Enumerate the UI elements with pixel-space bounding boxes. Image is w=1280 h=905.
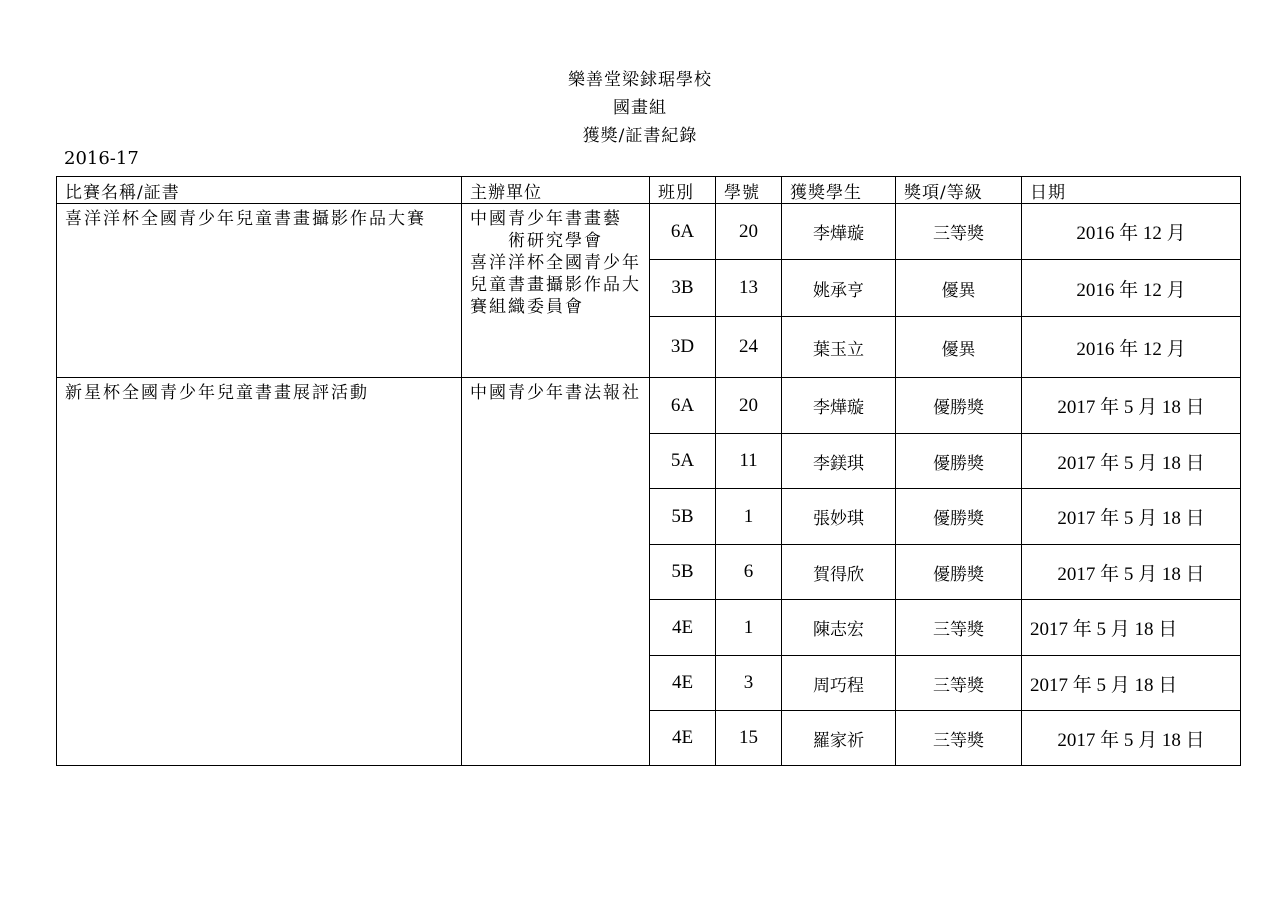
class-cell: 4E [650,656,716,711]
student-name-cell: 李燁璇 [782,378,896,434]
organizer [462,204,650,378]
award-cell: 三等獎 [896,600,1022,656]
document-header [0,66,1280,150]
class-cell: 5B [650,489,716,545]
date-cell: 2016 年 12 月 [1022,317,1241,378]
class-cell: 3D [650,317,716,378]
organizer-line: 喜洋洋杯全國青少年兒童書畫攝影作品大賽組織委員會 [470,253,641,317]
school-name: 樂善堂梁銶琚學校 [568,70,712,90]
student-name-cell: 張妙琪 [782,489,896,545]
class-cell: 5B [650,545,716,600]
student-no-cell: 15 [716,711,782,766]
date-cell: 2016 年 12 月 [1022,204,1241,260]
date-cell: 2017 年 5 月 18 日 [1022,489,1241,545]
award-cell: 三等獎 [896,656,1022,711]
table-header-row [57,177,1241,204]
award-cell: 三等獎 [896,204,1022,260]
date-cell: 2016 年 12 月 [1022,260,1241,317]
date-cell: 2017 年 5 月 18 日 [1022,656,1241,711]
student-name-cell: 羅家祈 [782,711,896,766]
class-cell: 4E [650,711,716,766]
column-header-competition: 比賽名稱/証書 [57,177,462,204]
award-cell: 優勝獎 [896,545,1022,600]
date-cell: 2017 年 5 月 18 日 [1022,600,1241,656]
student-name-cell: 周巧程 [782,656,896,711]
student-name-cell: 陳志宏 [782,600,896,656]
student-no-cell: 3 [716,656,782,711]
class-cell: 5A [650,434,716,489]
column-header-student-no: 學號 [716,177,782,204]
award-cell: 優勝獎 [896,489,1022,545]
column-header-award: 獎項/等級 [896,177,1022,204]
student-name-cell: 賀得欣 [782,545,896,600]
class-cell: 6A [650,378,716,434]
table-row [57,378,1241,434]
award-cell: 優異 [896,260,1022,317]
award-cell: 優勝獎 [896,378,1022,434]
student-name-cell: 葉玉立 [782,317,896,378]
group-name: 國畫組 [613,98,667,118]
date-cell: 2017 年 5 月 18 日 [1022,711,1241,766]
class-cell: 4E [650,600,716,656]
student-no-cell: 1 [716,489,782,545]
class-cell: 6A [650,204,716,260]
award-cell: 優異 [896,317,1022,378]
student-name-cell: 李燁璇 [782,204,896,260]
document-title: 獲獎/証書紀錄 [582,126,698,146]
student-no-cell: 13 [716,260,782,317]
student-name-cell: 姚承亨 [782,260,896,317]
date-cell: 2017 年 5 月 18 日 [1022,545,1241,600]
organizer: 中國青少年書法報社 [462,378,650,766]
student-no-cell: 20 [716,204,782,260]
column-header-student: 獲獎學生 [782,177,896,204]
school-year: 2016-17 [64,148,139,169]
date-cell: 2017 年 5 月 18 日 [1022,434,1241,489]
table-row [57,204,1241,260]
column-header-date: 日期 [1022,177,1241,204]
column-header-organizer: 主辦單位 [462,177,650,204]
award-cell: 優勝獎 [896,434,1022,489]
class-cell: 3B [650,260,716,317]
competition-name: 新星杯全國青少年兒童書畫展評活動 [57,378,462,766]
organizer-line: 術研究學會 [508,231,603,251]
student-no-cell: 24 [716,317,782,378]
student-no-cell: 1 [716,600,782,656]
date-cell: 2017 年 5 月 18 日 [1022,378,1241,434]
organizer-line: 中國青少年書畫藝 [470,209,622,229]
student-no-cell: 20 [716,378,782,434]
awards-table [56,176,1241,766]
student-no-cell: 6 [716,545,782,600]
student-name-cell: 李鎂琪 [782,434,896,489]
competition-name: 喜洋洋杯全國青少年兒童書畫攝影作品大賽 [57,204,462,378]
award-cell: 三等獎 [896,711,1022,766]
column-header-class: 班別 [650,177,716,204]
student-no-cell: 11 [716,434,782,489]
